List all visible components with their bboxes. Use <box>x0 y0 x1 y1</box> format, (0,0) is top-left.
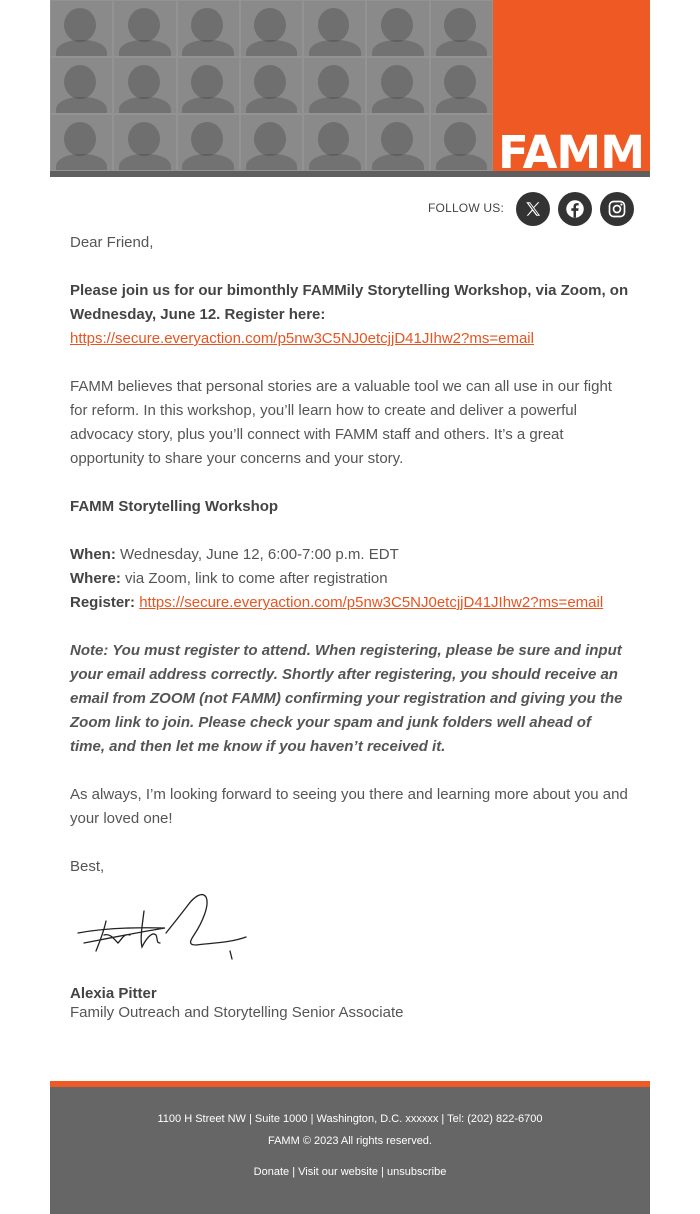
footer <box>50 1081 650 1214</box>
register-label: Register: <box>70 594 136 611</box>
footer-links <box>50 1164 650 1180</box>
facebook-social-link[interactable] <box>558 192 592 226</box>
signature-image <box>70 883 250 967</box>
portrait-photo <box>240 114 303 171</box>
portrait-photo <box>113 57 176 114</box>
event-title: FAMM Storytelling Workshop <box>70 498 279 515</box>
portrait-photo <box>366 0 429 57</box>
signer-title: Family Outreach and Storytelling Senior Associate <box>70 1004 404 1021</box>
portrait-photo <box>177 0 240 57</box>
portrait-photo <box>50 0 113 57</box>
about-paragraph: FAMM believes that personal stories are a valuable tool we can all use in our fight for reform. In this workshop, you’ll learn how to create and deliver a powerful advocacy story, plus you’ll connect with FAMM staff and others. It’s a great opportunity to share your concerns and your story. <box>70 378 612 467</box>
where-value: via Zoom, link to come after registration <box>120 570 388 587</box>
portrait-photo <box>177 57 240 114</box>
follow-us-label: FOLLOW US: <box>428 201 505 215</box>
when-label: When: <box>70 546 116 563</box>
when-value: Wednesday, June 12, 6:00-7:00 p.m. EDT <box>115 546 399 563</box>
portrait-photo <box>177 114 240 171</box>
x-social-link[interactable] <box>516 192 550 226</box>
register-link-details[interactable]: https://secure.everyaction.com/p5nw3C5NJ0etcjjD41JIhw2?ms=email <box>139 594 604 611</box>
instagram-social-link[interactable] <box>600 192 634 226</box>
portrait-photo <box>366 57 429 114</box>
portrait-photo <box>430 0 493 57</box>
signoff: Best, <box>70 858 105 875</box>
portrait-photo <box>50 114 113 171</box>
x-icon <box>524 200 542 218</box>
portrait-photo <box>113 0 176 57</box>
signer-name: Alexia Pitter <box>70 985 157 1002</box>
portrait-photo <box>366 114 429 171</box>
portrait-photo <box>240 57 303 114</box>
portrait-photo <box>303 0 366 57</box>
logo-block <box>493 0 650 171</box>
register-link[interactable]: https://secure.everyaction.com/p5nw3C5NJ0etcjjD41JIhw2?ms=email <box>70 330 534 347</box>
instagram-icon <box>607 199 627 219</box>
facebook-icon <box>565 199 585 219</box>
closing-paragraph: As always, I’m looking forward to seeing you there and learning more about you and your loved one! <box>70 786 628 827</box>
intro-paragraph <box>70 279 630 351</box>
intro-text: Please join us for our bimonthly FAMMily Storytelling Workshop, via Zoom, on Wednesday, June 12. Register here: <box>70 282 629 323</box>
registration-note: Note: You must register to attend. When registering, please be sure and input your email address correctly. Shortly after registering, you should receive an email from ZOOM (not FAMM) confirming your registration and giving you the Zoom link to join. Please check your spam and junk folders well ahead of time, and then let me know if you haven’t received it. <box>70 642 623 755</box>
header-banner <box>50 0 650 171</box>
footer-divider <box>50 1081 650 1087</box>
unsubscribe-link[interactable]: unsubscribe <box>387 1166 447 1178</box>
portrait-photo <box>303 114 366 171</box>
portrait-photo <box>50 57 113 114</box>
footer-address: 1100 H Street NW | Suite 1000 | Washington, D.C. xxxxxx | Tel: (202) 822-6700 <box>157 1113 543 1125</box>
portrait-photo <box>240 0 303 57</box>
donate-link[interactable]: Donate <box>253 1166 290 1178</box>
footer-separator: | <box>378 1166 387 1178</box>
greeting: Dear Friend, <box>70 234 154 251</box>
follow-us-row <box>50 177 650 231</box>
footer-copyright: FAMM © 2023 All rights reserved. <box>267 1135 432 1147</box>
where-label: Where: <box>70 570 121 587</box>
portrait-photo <box>430 114 493 171</box>
portrait-photo <box>303 57 366 114</box>
portrait-collage <box>50 0 493 171</box>
portrait-photo <box>113 114 176 171</box>
portrait-photo <box>430 57 493 114</box>
email-body <box>50 231 650 1023</box>
footer-separator: | <box>289 1166 299 1178</box>
famm-logo[interactable]: FAMM <box>498 126 644 171</box>
visit-website-link[interactable]: Visit our website <box>298 1166 379 1178</box>
event-details <box>70 543 630 615</box>
email-container <box>50 0 650 1023</box>
